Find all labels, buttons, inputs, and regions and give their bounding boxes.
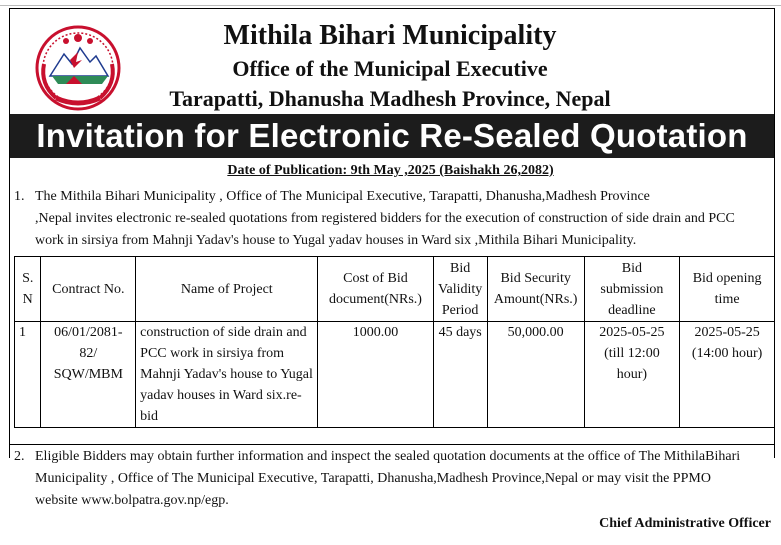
paragraph-line: website www.bolpatra.gov.np/egp. [35,493,229,508]
bid-details-table [14,256,775,428]
office-address: Tarapatti, Dhanusha Madhesh Province, Nepal [169,86,611,111]
section-divider [10,444,774,445]
header-project: Name of Project [136,257,318,322]
paragraph-number: 1. [14,189,25,204]
cell-contract: 06/01/2081-82/ SQW/MBM [41,322,136,428]
notice-title-banner: Invitation for Electronic Re-Sealed Quotation [10,114,774,158]
header-opening: Bid opening time [680,257,775,322]
cell-cost: 1000.00 [318,322,433,428]
cell-opening: 2025-05-25 (14:00 hour) [680,322,775,428]
header-validity: Bid Validity Period [433,257,487,322]
table-row [15,322,775,428]
nepal-emblem-icon [30,24,126,112]
cell-deadline: 2025-05-25 (till 12:00 hour) [584,322,680,428]
publication-date: Date of Publication: 9th May ,2025 (Baishakh 26,2082) [227,163,554,178]
header-security: Bid Security Amount(NRs.) [487,257,584,322]
paragraph-line: Municipality , Office of The Municipal Executive, Tarapatti, Dhanusha,Madhesh Province,Nepal or may visit the PPMO [35,471,711,486]
paragraph-line: The Mithila Bihari Municipality , Office of The Municipal Executive, Tarapatti, Dhanusha,Madhesh Province [35,189,650,204]
municipality-name: Mithila Bihari Municipality [223,20,557,51]
header-deadline: Bid submission deadline [584,257,680,322]
cell-project: construction of side drain and PCC work in sirsiya from Mahnji Yadav's house to Yugal yadav houses in Ward six.re-bid [136,322,318,428]
office-name: Office of the Municipal Executive [232,56,548,81]
header-sn: S. N [15,257,41,322]
paragraph-line: ,Nepal invites electronic re-sealed quotations from registered bidders for the execution of construction of side drain and PCC [35,211,735,226]
paragraph-line: Eligible Bidders may obtain further information and inspect the sealed quotation documents at the office of The MithilaBihari [35,449,741,464]
cell-sn: 1 [15,322,41,428]
header-contract: Contract No. [41,257,136,322]
cell-security: 50,000.00 [487,322,584,428]
header-cost: Cost of Bid document(NRs.) [318,257,433,322]
paragraph-line: work in sirsiya from Mahnji Yadav's house to Yugal yadav houses in Ward six ,Mithila Bihari Municipality. [35,233,637,248]
cell-validity: 45 days [433,322,487,428]
frame-left [9,8,10,458]
frame-top [9,8,775,9]
table-header-row [15,257,775,322]
signatory-title: Chief Administrative Officer [599,516,771,531]
top-crop-line [0,0,781,6]
paragraph-number: 2. [14,449,25,464]
